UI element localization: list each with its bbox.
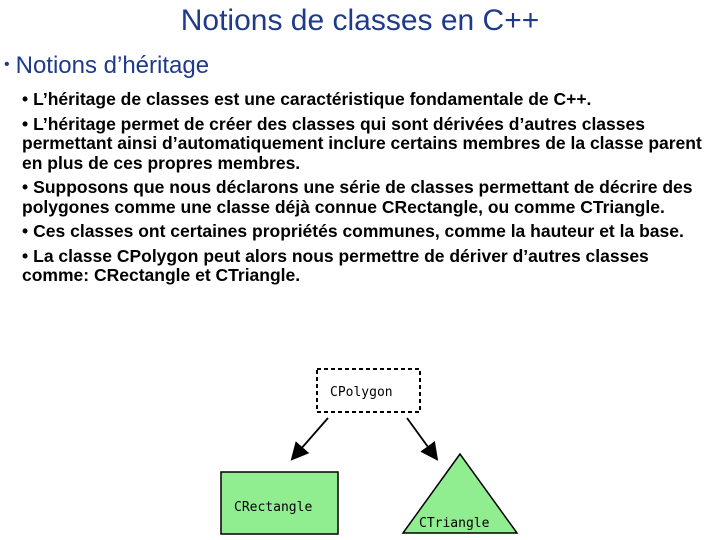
bullet-text: La classe CPolygon peut alors nous permettre de dériver d’autres classes comme: CRectangle et CTriangle.: [22, 245, 649, 285]
bullet-item: [22, 178, 706, 217]
bullet-item: [22, 247, 706, 286]
arrow-to-ctriangle: [407, 418, 436, 458]
cpolygon-label: CPolygon: [330, 385, 393, 400]
heading-bullet: •: [4, 56, 10, 73]
inheritance-diagram: [0, 360, 720, 540]
arrow-to-crectangle: [293, 418, 328, 458]
bullet-text: Supposons que nous déclarons une série de classes permettant de décrire des polygones comme une classe déjà connue CRectangle, ou comme CTriangle.: [22, 177, 693, 217]
bullet-list: [22, 90, 706, 291]
crectangle-label: CRectangle: [234, 500, 313, 515]
bullet-dot: •: [22, 113, 29, 134]
ctriangle-label: CTriangle: [419, 516, 490, 531]
bullet-text: L’héritage permet de créer des classes qui sont dérivées d’autres classes permettant ainsi d’automatiquement inclure certains membres de la classe parent en plus de ces propres membres.: [22, 113, 702, 173]
bullet-text: L’héritage de classes est une caractéristique fondamentale de C++.: [33, 89, 592, 109]
section-heading: [4, 52, 209, 80]
bullet-item: [22, 222, 706, 242]
bullet-dot: •: [22, 245, 29, 266]
bullet-dot: •: [22, 177, 29, 197]
heading-text: Notions d’héritage: [15, 52, 210, 79]
bullet-dot: •: [22, 89, 29, 109]
bullet-item: [22, 90, 706, 110]
slide-title: Notions de classes en C++: [180, 4, 540, 37]
bullet-dot: •: [22, 221, 29, 241]
bullet-text: Ces classes ont certaines propriétés communes, comme la hauteur et la base.: [33, 221, 684, 241]
bullet-item: [22, 115, 706, 174]
